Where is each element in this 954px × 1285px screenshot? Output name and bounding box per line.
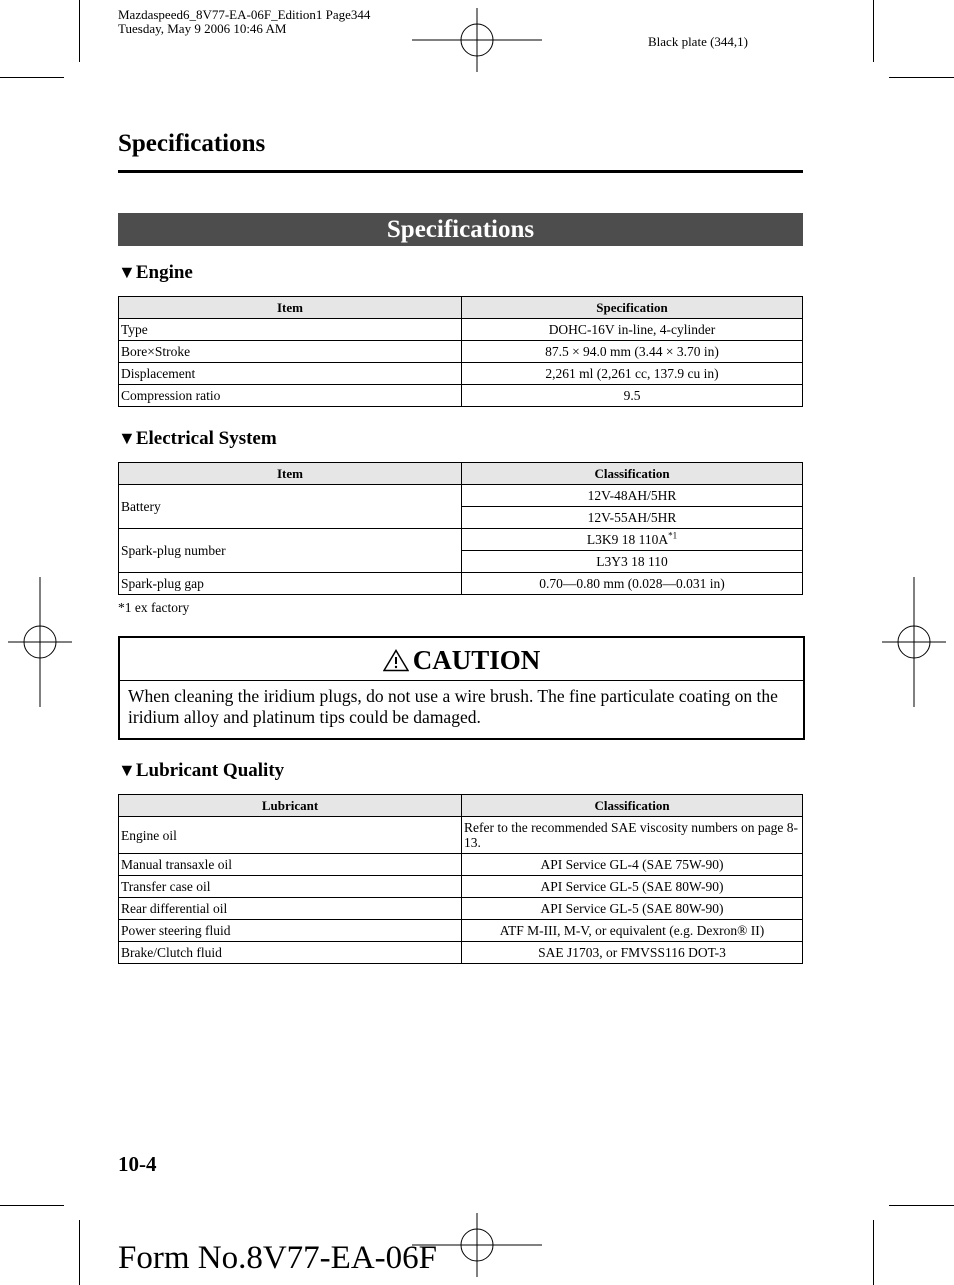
table-row (119, 854, 803, 876)
row-classification: 0.70―0.80 mm (0.028―0.031 in) (462, 573, 803, 595)
crop-mark (889, 1205, 954, 1206)
row-lubricant: Power steering fluid (119, 920, 462, 942)
table-row (119, 817, 803, 854)
row-classification: 12V-48AH/5HR (462, 485, 803, 507)
column-header: Item (119, 463, 462, 485)
triangle-icon: ▼ (118, 760, 136, 780)
lubricant-heading (118, 760, 284, 782)
row-item: Compression ratio (119, 385, 462, 407)
section-banner: Specifications (118, 213, 803, 246)
column-header: Lubricant (119, 795, 462, 817)
row-classification: Refer to the recommended SAE viscosity numbers on page 8-13. (462, 817, 803, 854)
page-number: 10-4 (118, 1152, 157, 1176)
triangle-icon: ▼ (118, 262, 136, 282)
registration-mark-icon (882, 577, 946, 707)
electrical-table (118, 462, 803, 595)
crop-mark (0, 77, 64, 78)
registration-mark-icon (8, 577, 72, 707)
row-lubricant: Transfer case oil (119, 876, 462, 898)
table-row (119, 920, 803, 942)
row-item: Spark-plug gap (119, 573, 462, 595)
page-title: Specifications (118, 130, 266, 157)
caution-header (120, 638, 803, 681)
lubricant-table (118, 794, 803, 964)
row-item: Type (119, 319, 462, 341)
table-row (119, 385, 803, 407)
row-lubricant: Engine oil (119, 817, 462, 854)
row-spec: 2,261 ml (2,261 cc, 137.9 cu in) (462, 363, 803, 385)
row-classification (462, 529, 803, 551)
row-lubricant: Brake/Clutch fluid (119, 942, 462, 964)
table-row (119, 876, 803, 898)
row-lubricant: Manual transaxle oil (119, 854, 462, 876)
table-row (119, 942, 803, 964)
table-row (119, 363, 803, 385)
caution-text: When cleaning the iridium plugs, do not use a wire brush. The fine particulate coating on the iridium alloy and platinum tips could be damaged. (128, 686, 778, 727)
row-classification: API Service GL-5 (SAE 80W-90) (462, 898, 803, 920)
caution-title: CAUTION (412, 645, 541, 675)
lubricant-heading-label: Lubricant Quality (135, 760, 285, 781)
column-header: Item (119, 297, 462, 319)
column-header: Specification (462, 297, 803, 319)
row-classification: API Service GL-5 (SAE 80W-90) (462, 876, 803, 898)
electrical-heading-label: Electrical System (135, 428, 277, 449)
registration-mark-icon (412, 8, 542, 72)
crop-mark (0, 1205, 64, 1206)
form-number: Form No.8V77-EA-06F (118, 1240, 437, 1276)
crop-mark (889, 77, 954, 78)
table-row (119, 898, 803, 920)
electrical-heading (118, 428, 277, 450)
row-classification: 12V-55AH/5HR (462, 507, 803, 529)
row-classification: API Service GL-4 (SAE 75W-90) (462, 854, 803, 876)
row-item: Displacement (119, 363, 462, 385)
engine-table (118, 296, 803, 407)
row-spec: 87.5 × 94.0 mm (3.44 × 3.70 in) (462, 341, 803, 363)
table-row (119, 341, 803, 363)
table-row (119, 529, 803, 551)
plate-label: Black plate (344,1) (648, 34, 748, 49)
print-header (118, 8, 370, 36)
title-rule (118, 170, 803, 173)
engine-heading (118, 262, 193, 284)
crop-mark (79, 0, 80, 62)
crop-mark (79, 1220, 80, 1285)
crop-mark (873, 1220, 874, 1285)
row-item: Spark-plug number (119, 529, 462, 573)
row-item: Bore×Stroke (119, 341, 462, 363)
caution-box (118, 636, 805, 740)
warning-triangle-icon (383, 649, 409, 672)
row-lubricant: Rear differential oil (119, 898, 462, 920)
row-classification: L3Y3 18 110 (462, 551, 803, 573)
row-classification: ATF M-III, M-V, or equivalent (e.g. Dexron® II) (462, 920, 803, 942)
row-spec: DOHC-16V in-line, 4-cylinder (462, 319, 803, 341)
row-item: Battery (119, 485, 462, 529)
column-header: Classification (462, 795, 803, 817)
footnote: *1 ex factory (118, 600, 190, 615)
row-spec: 9.5 (462, 385, 803, 407)
column-header: Classification (462, 463, 803, 485)
spark-plug-value: L3K9 18 110A (586, 532, 669, 547)
table-row (119, 319, 803, 341)
triangle-icon: ▼ (118, 428, 136, 448)
engine-heading-label: Engine (135, 262, 193, 283)
print-date-line: Tuesday, May 9 2006 10:46 AM (118, 21, 287, 36)
row-classification: SAE J1703, or FMVSS116 DOT-3 (462, 942, 803, 964)
crop-mark (873, 0, 874, 62)
table-row (119, 573, 803, 595)
footnote-ref: *1 (668, 530, 678, 541)
table-row (119, 485, 803, 507)
print-file-line: Mazdaspeed6_8V77-EA-06F_Edition1 Page344 (118, 7, 371, 22)
